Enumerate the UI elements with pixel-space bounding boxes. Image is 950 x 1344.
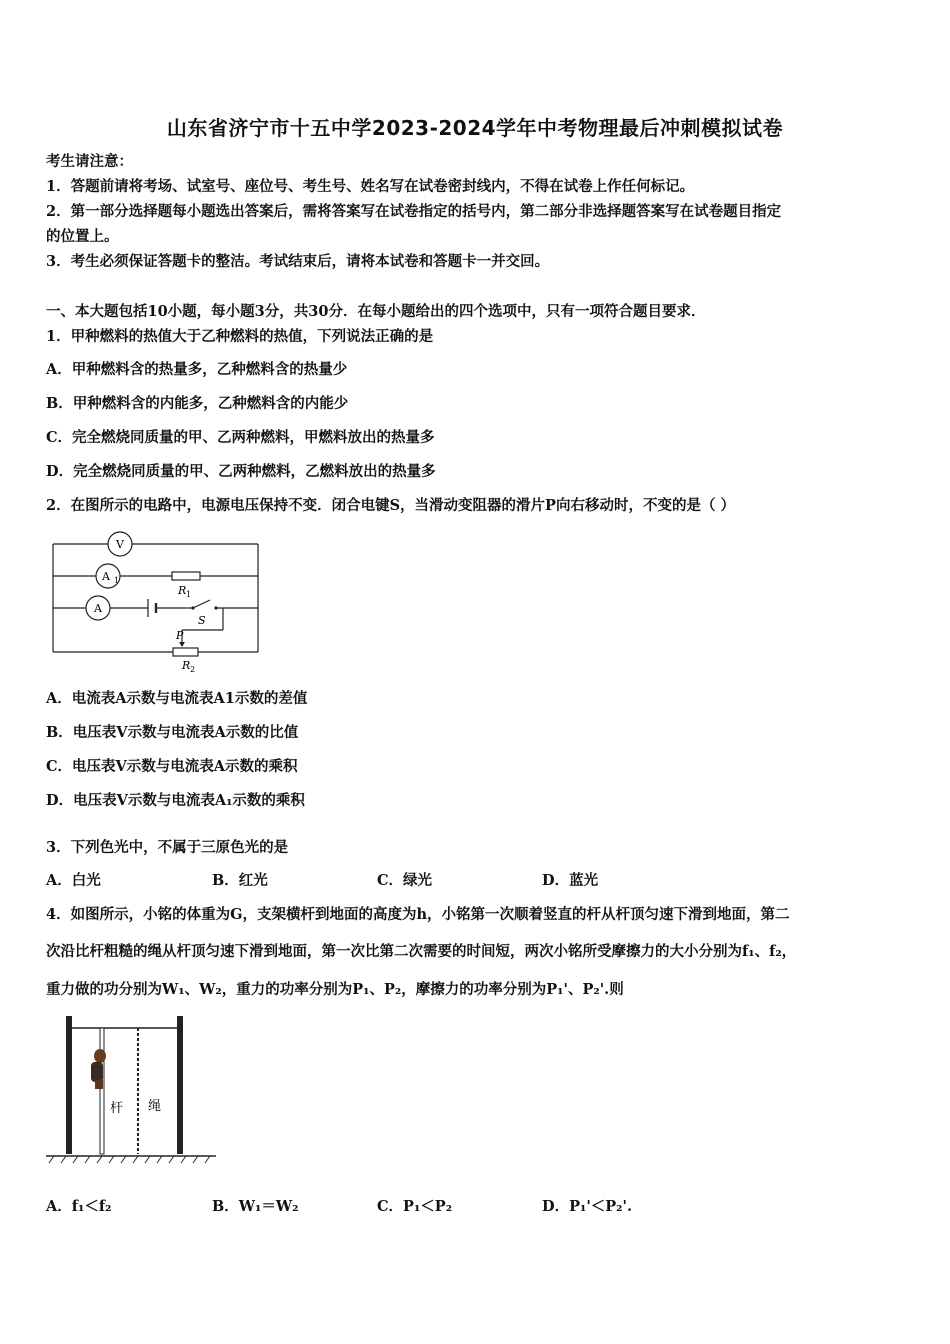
question-3-option-c: C．绿光 (377, 872, 433, 889)
question-2-option-d: D．电压表V示数与电流表A₁示数的乘积 (46, 792, 305, 809)
question-1-option-b: B．甲种燃料含的内能多，乙种燃料含的内能少 (46, 395, 349, 412)
switch-label: S (198, 614, 206, 627)
question-4-stem: 重力做的功分别为W₁、W₂，重力的功率分别为P₁、P₂，摩擦力的功率分别为P₁'、P₂'.则 (46, 981, 624, 998)
notice-item: 1．答题前请将考场、试室号、座位号、考生号、姓名写在试卷密封线内，不得在试卷上作任何标记。 (46, 178, 695, 195)
circuit-diagram (48, 528, 268, 678)
rheostat-r2-label: R (182, 659, 191, 672)
page-title: 山东省济宁市十五中学2023-2024学年中考物理最后冲刺模拟试卷 (166, 116, 784, 140)
question-1-option-d: D．完全燃烧同质量的甲、乙两种燃料，乙燃料放出的热量多 (46, 463, 436, 480)
resistor-r1-label: R (178, 584, 187, 597)
ammeter-a1-label: A (102, 570, 110, 583)
question-4-option-a: A．f₁＜f₂ (46, 1198, 112, 1215)
question-3-option-d: D．蓝光 (542, 872, 599, 889)
resistor-r1-subscript: 1 (186, 590, 192, 599)
question-4-option-d: D．P₁'＜P₂'. (542, 1198, 633, 1215)
question-2-stem: 2．在图所示的电路中，电源电压保持不变．闭合电键S，当滑动变阻器的滑片P向右移动时，不变的是（ ） (46, 497, 736, 514)
section-heading: 一、本大题包括10小题，每小题3分，共30分．在每小题给出的四个选项中，只有一项符合题目要求． (46, 303, 706, 320)
rheostat-r2 (173, 648, 198, 656)
rheostat-r2-subscript: 2 (190, 665, 196, 674)
question-4-stem: 次沿比杆粗糙的绳从杆顶匀速下滑到地面，第一次比第二次需要的时间短，两次小铭所受摩擦力的大小分别为f₁、f₂， (46, 943, 797, 960)
resistor-r1 (172, 572, 200, 580)
question-4-option-b: B．W₁＝W₂ (212, 1198, 299, 1215)
notice-item: 3．考生必须保证答题卡的整洁。考试结束后，请将本试卷和答题卡一并交回。 (46, 253, 550, 270)
slider-arrow (179, 642, 185, 647)
notice-heading: 考生请注意： (46, 153, 133, 170)
question-3-option-b: B．红光 (212, 872, 268, 889)
switch-pivot (191, 606, 194, 609)
rope-label: 绳 (148, 1099, 162, 1114)
question-3-option-a: A．白光 (46, 872, 101, 889)
question-2-option-b: B．电压表V示数与电流表A示数的比值 (46, 724, 299, 741)
ammeter-a1-subscript: 1 (114, 576, 120, 585)
question-3-stem: 3．下列色光中，不属于三原色光的是 (46, 839, 289, 856)
question-1-option-a: A．甲种燃料含的热量多，乙种燃料含的热量少 (46, 361, 348, 378)
question-4-option-c: C．P₁＜P₂ (377, 1198, 453, 1215)
ammeter-a-label: A (94, 602, 102, 615)
voltmeter-label: V (116, 538, 124, 551)
question-2-option-a: A．电流表A示数与电流表A1示数的差值 (46, 690, 308, 707)
question-1-option-c: C．完全燃烧同质量的甲、乙两种燃料，甲燃料放出的热量多 (46, 429, 435, 446)
notice-item: 的位置上。 (46, 228, 119, 245)
slider-label: P (176, 629, 184, 642)
switch-contact (214, 606, 217, 609)
notice-item: 2．第一部分选择题每小题选出答案后，需将答案写在试卷指定的括号内，第二部分非选择题答案写在试卷题目指定 (46, 203, 782, 220)
question-2-option-c: C．电压表V示数与电流表A示数的乘积 (46, 758, 298, 775)
question-4-stem: 4．如图所示，小铭的体重为G，支架横杆到地面的高度为h，小铭第一次顺着竖直的杆从杆顶匀速下滑到地面，第二 (46, 906, 790, 923)
pole-label: 杆 (110, 1101, 124, 1116)
question-1-stem: 1．甲种燃料的热值大于乙种燃料的热值，下列说法正确的是 (46, 328, 434, 345)
pole-rope-figure (44, 1010, 219, 1170)
